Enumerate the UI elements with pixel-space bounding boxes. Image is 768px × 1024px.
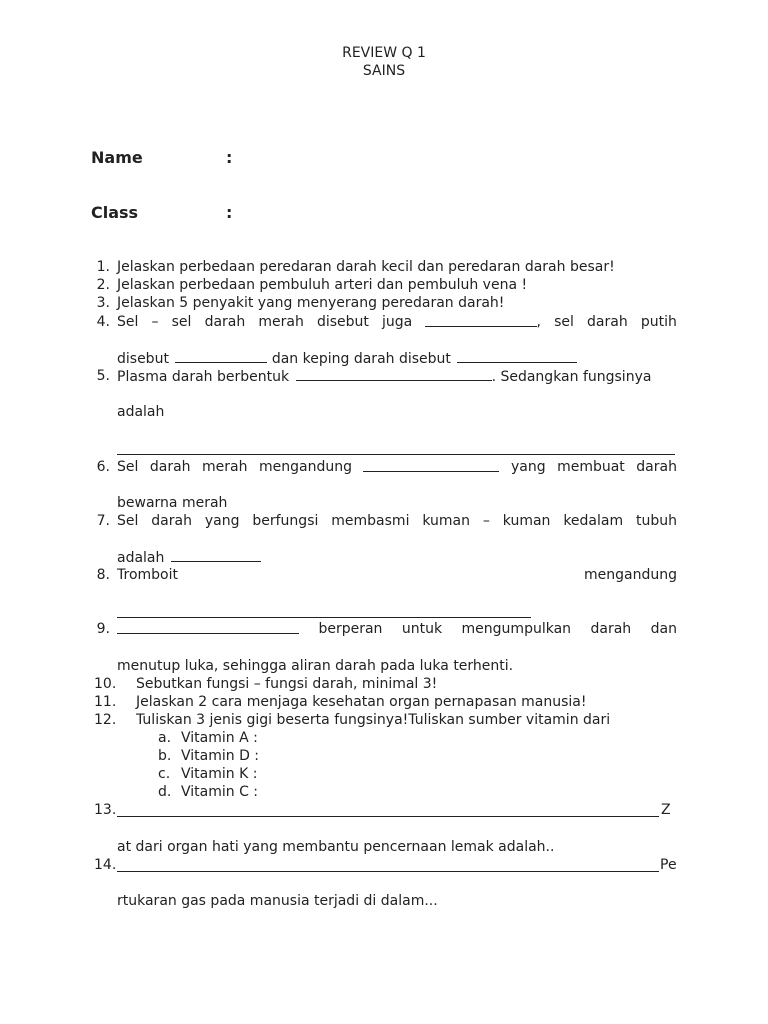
q6-line2: bewarna merah bbox=[117, 495, 228, 511]
q4-word: Sel bbox=[117, 314, 139, 330]
name-colon: : bbox=[226, 148, 233, 167]
q14-line2: rtukaran gas pada manusia terjadi di dalam... bbox=[117, 893, 438, 909]
q4-blank-platelets[interactable] bbox=[457, 349, 577, 363]
worksheet-title: REVIEW Q 1 bbox=[342, 45, 426, 61]
q9-blank-platelets[interactable] bbox=[117, 620, 299, 634]
q4-line2-text-b: dan keping darah disebut bbox=[271, 351, 451, 367]
q7-blank-white-cells[interactable] bbox=[171, 548, 261, 562]
class-label: Class bbox=[91, 203, 139, 222]
q9-word: dan bbox=[650, 621, 677, 637]
q7-line2 bbox=[117, 548, 261, 567]
q7-word: yang bbox=[204, 513, 240, 529]
q10-number: 10. bbox=[94, 676, 117, 692]
q13-blank-answer-line[interactable] bbox=[117, 801, 659, 817]
q12-sub-vitamin-d: Vitamin D : bbox=[181, 748, 260, 764]
q12-number: 12. bbox=[94, 712, 117, 728]
q3-number: 3. bbox=[96, 295, 110, 311]
q6-number: 6. bbox=[96, 459, 110, 475]
q13-tail: Z bbox=[661, 802, 671, 818]
q6-line1 bbox=[117, 458, 677, 476]
q5-line1 bbox=[117, 367, 651, 386]
q4-word: sel bbox=[554, 314, 574, 330]
q11-number: 11. bbox=[94, 694, 117, 710]
q4-blank-white-cells[interactable] bbox=[175, 349, 267, 363]
q7-word: kedalam bbox=[563, 513, 624, 529]
q7-line2-text: adalah bbox=[117, 550, 165, 566]
q12-sub-vitamin-a: Vitamin A : bbox=[181, 730, 258, 746]
q12-sub-vitamin-c: Vitamin C : bbox=[181, 784, 259, 800]
q4-word: juga bbox=[382, 314, 413, 330]
q7-line1 bbox=[117, 512, 677, 530]
q14-number: 14. bbox=[94, 857, 117, 873]
q12-text: Tuliskan 3 jenis gigi beserta fungsinya!Tuliskan sumber vitamin dari bbox=[136, 712, 611, 728]
q6-word: yang bbox=[510, 459, 546, 475]
q12-sub-letter: a. bbox=[158, 730, 172, 746]
q10-text: Sebutkan fungsi – fungsi darah, minimal 3! bbox=[136, 676, 438, 692]
q11-text: Jelaskan 2 cara menjaga kesehatan organ pernapasan manusia! bbox=[136, 694, 587, 710]
q4-blank-red-cells[interactable] bbox=[425, 313, 537, 327]
q4-number: 4. bbox=[96, 314, 110, 330]
q7-number: 7. bbox=[96, 513, 110, 529]
q5-line2: adalah bbox=[117, 404, 165, 420]
name-label: Name bbox=[91, 148, 143, 167]
q9-word: berperan bbox=[318, 621, 383, 637]
q6-word: darah bbox=[149, 459, 191, 475]
q12-sub-letter: b. bbox=[158, 748, 172, 764]
q4-word: , bbox=[536, 314, 541, 330]
q4-word: disebut bbox=[316, 314, 369, 330]
q6-word: mengandung bbox=[259, 459, 352, 475]
q4-word: darah bbox=[204, 314, 246, 330]
q1-number: 1. bbox=[96, 259, 110, 275]
q4-word: merah bbox=[258, 314, 304, 330]
q2-number: 2. bbox=[96, 277, 110, 293]
q7-word: tubuh bbox=[636, 513, 677, 529]
q12-sub-letter: d. bbox=[158, 784, 172, 800]
q14-tail: Pe bbox=[660, 857, 677, 873]
q4-word: – bbox=[151, 314, 159, 330]
q5-text-b: . Sedangkan fungsinya bbox=[491, 369, 652, 385]
q9-word: darah bbox=[590, 621, 632, 637]
q9-line1 bbox=[117, 620, 677, 638]
q9-number: 9. bbox=[96, 621, 110, 637]
q7-word: kuman bbox=[422, 513, 470, 529]
q8-blank-answer-line[interactable] bbox=[117, 603, 531, 618]
q12-sub-vitamin-k: Vitamin K : bbox=[181, 766, 258, 782]
q6-word: membuat bbox=[557, 459, 625, 475]
q2-text: Jelaskan perbedaan pembuluh arteri dan pembuluh vena ! bbox=[117, 277, 528, 293]
q4-line1 bbox=[117, 313, 677, 331]
q7-word: darah bbox=[151, 513, 192, 529]
q8-left-text: Tromboit bbox=[117, 567, 178, 583]
q7-word: kuman bbox=[502, 513, 551, 529]
q5-text-a: Plasma darah berbentuk bbox=[117, 369, 290, 385]
q5-number: 5. bbox=[96, 368, 110, 384]
q8-right-text: mengandung bbox=[584, 567, 677, 583]
class-colon: : bbox=[226, 203, 233, 222]
q6-word: Sel bbox=[117, 459, 139, 475]
q4-line2-text-a: disebut bbox=[117, 351, 169, 367]
q13-line2: at dari organ hati yang membantu pencernaan lemak adalah.. bbox=[117, 839, 555, 855]
q7-word: membasmi bbox=[331, 513, 410, 529]
q12-sub-letter: c. bbox=[158, 766, 171, 782]
q4-word: putih bbox=[640, 314, 677, 330]
worksheet-subject: SAINS bbox=[362, 63, 406, 79]
q7-word: – bbox=[482, 513, 490, 529]
q3-text: Jelaskan 5 penyakit yang menyerang peredaran darah! bbox=[117, 295, 505, 311]
q13-number: 13. bbox=[94, 802, 117, 818]
q7-word: berfungsi bbox=[252, 513, 319, 529]
q5-blank-answer-line[interactable] bbox=[117, 440, 675, 455]
q9-line2: menutup luka, sehingga aliran darah pada luka terhenti. bbox=[117, 658, 514, 674]
q9-word: untuk bbox=[401, 621, 443, 637]
q7-word: Sel bbox=[117, 513, 139, 529]
q4-line2 bbox=[117, 349, 577, 368]
q5-blank-plasma-form[interactable] bbox=[296, 367, 492, 381]
q6-blank-hemoglobin[interactable] bbox=[363, 458, 499, 472]
q1-text: Jelaskan perbedaan peredaran darah kecil dan peredaran darah besar! bbox=[117, 259, 615, 275]
q6-word: darah bbox=[636, 459, 677, 475]
q9-word: mengumpulkan bbox=[461, 621, 572, 637]
q6-word: merah bbox=[202, 459, 248, 475]
q14-blank-answer-line[interactable] bbox=[117, 856, 659, 872]
q8-number: 8. bbox=[96, 567, 110, 583]
q4-word: sel bbox=[171, 314, 192, 330]
q4-word: darah bbox=[587, 314, 628, 330]
